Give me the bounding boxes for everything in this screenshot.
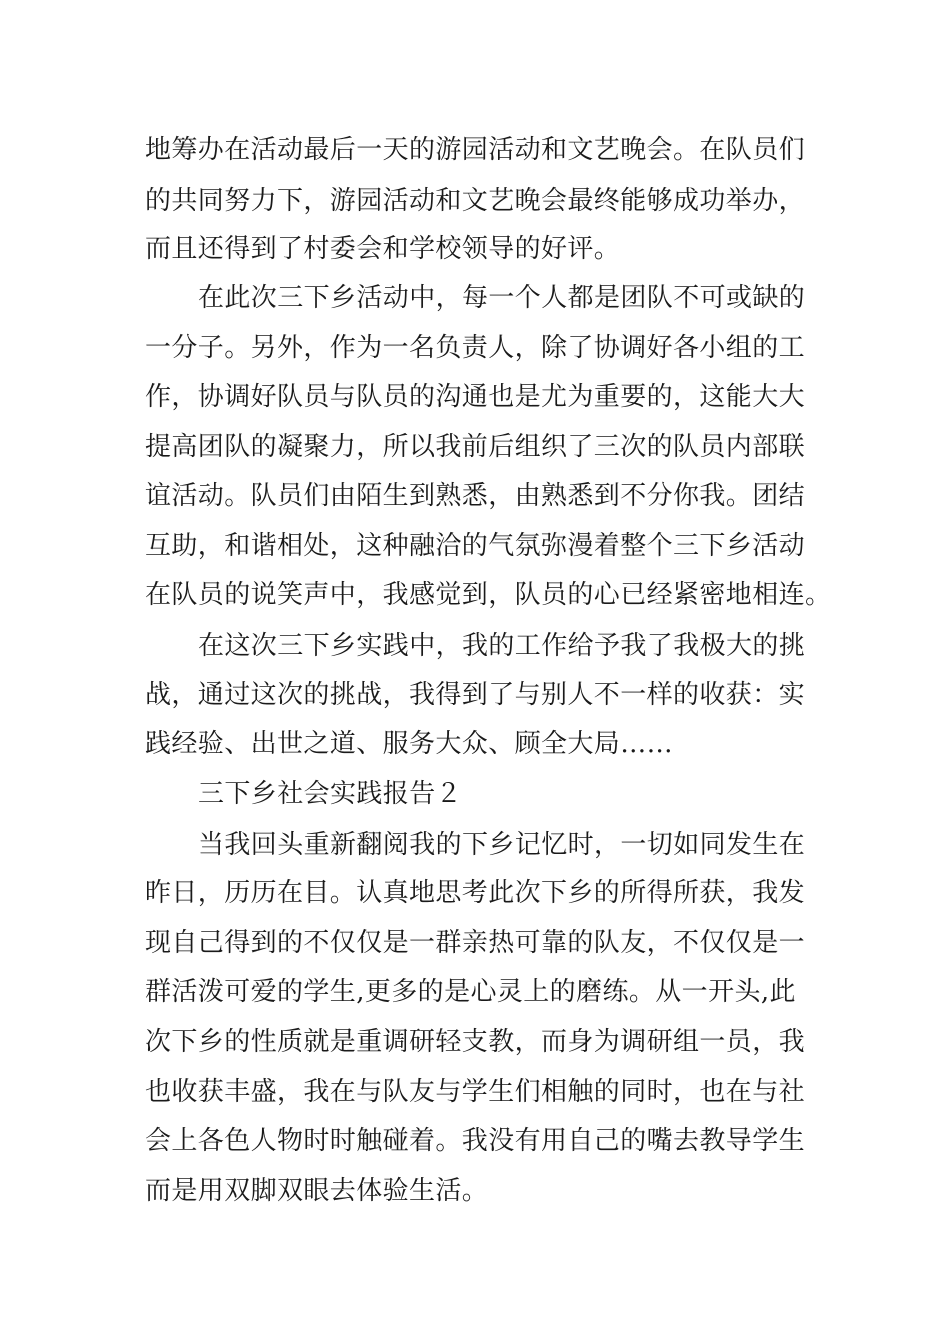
paragraph-line: 而是用双脚双眼去体验生活。 — [145, 1176, 489, 1206]
paragraph-line: 群活泼可爱的学生,更多的是心灵上的磨练。从一开头,此 — [145, 977, 796, 1007]
paragraph-line: 谊活动。队员们由陌生到熟悉，由熟悉到不分你我。团结 — [145, 481, 806, 511]
section-heading: 三下乡社会实践报告２ — [198, 779, 463, 809]
paragraph-line: 会上各色人物时时触碰着。我没有用自己的嘴去教导学生 — [145, 1126, 806, 1156]
paragraph-line: 在这次三下乡实践中，我的工作给予我了我极大的挑 — [198, 631, 806, 661]
paragraph-line: 次下乡的性质就是重调研轻支教，而身为调研组一员，我 — [145, 1027, 806, 1057]
paragraph-line: 现自己得到的不仅仅是一群亲热可靠的队友，不仅仅是一 — [145, 928, 806, 958]
paragraph-line: 在队员的说笑声中，我感觉到，队员的心已经紧密地相连。 — [145, 580, 832, 610]
paragraph-line: 战，通过这次的挑战，我得到了与别人不一样的收获：实 — [145, 680, 806, 710]
paragraph-line: 一分子。另外，作为一名负责人，除了协调好各小组的工 — [145, 333, 806, 363]
paragraph-line: 提高团队的凝聚力，所以我前后组织了三次的队员内部联 — [145, 432, 806, 462]
paragraph-line: 昨日，历历在目。认真地思考此次下乡的所得所获，我发 — [145, 878, 806, 908]
paragraph-line: 当我回头重新翻阅我的下乡记忆时，一切如同发生在 — [198, 830, 806, 860]
paragraph-line: 互助，和谐相处，这种融洽的气氛弥漫着整个三下乡活动 — [145, 531, 806, 561]
paragraph-line: 的共同努力下，游园活动和文艺晚会最终能够成功举办， — [145, 186, 806, 216]
paragraph-line: 在此次三下乡活动中，每一个人都是团队不可或缺的 — [198, 283, 806, 313]
paragraph-line: 地筹办在活动最后一天的游园活动和文艺晚会。在队员们 — [145, 135, 806, 165]
paragraph-line: 践经验、出世之道、服务大众、顾全大局…… — [145, 729, 674, 759]
paragraph-line: 作，协调好队员与队员的沟通也是尤为重要的，这能大大 — [145, 382, 806, 412]
paragraph-line: 而且还得到了村委会和学校领导的好评。 — [145, 234, 621, 264]
paragraph-line: 也收获丰盛，我在与队友与学生们相触的同时，也在与社 — [145, 1077, 806, 1107]
